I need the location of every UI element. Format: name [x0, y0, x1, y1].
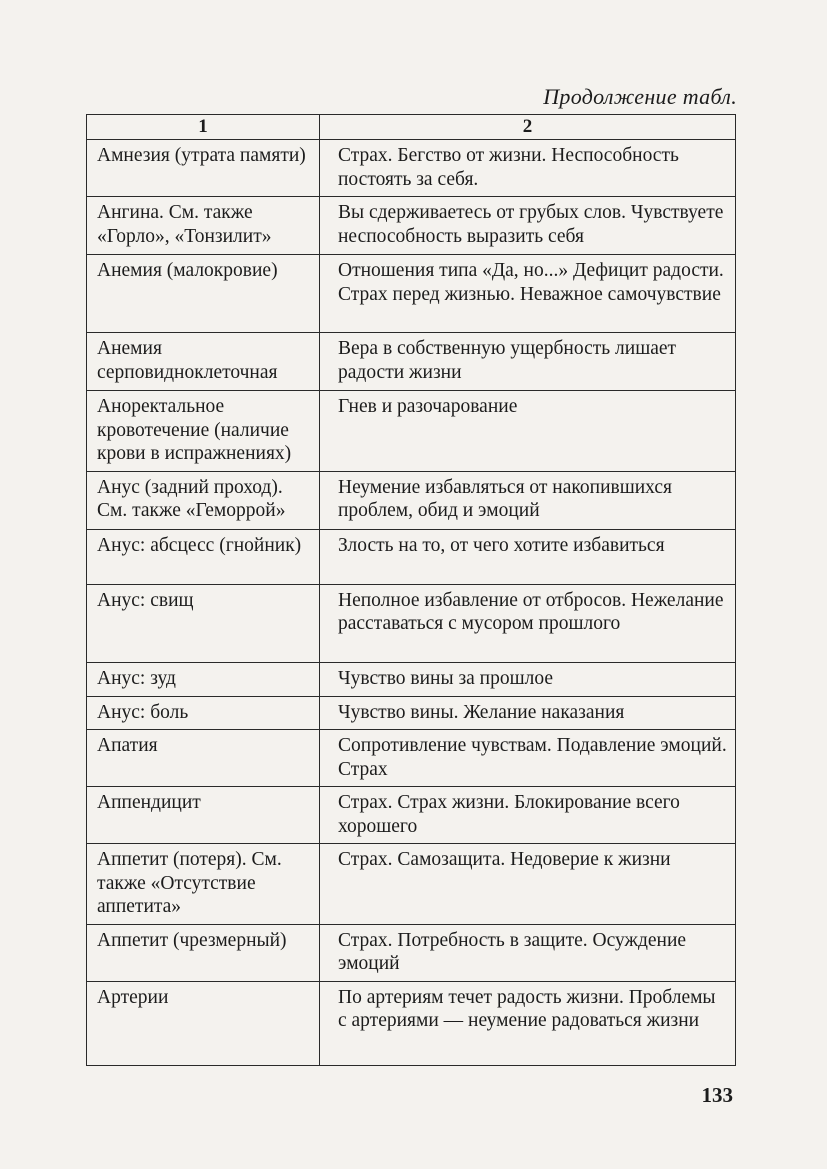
condition-cell: Анус: свищ: [87, 584, 320, 662]
cause-cell: Страх. Потребность в защите. Осуждение эмоций: [320, 924, 736, 981]
condition-cell: Аппетит (потеря). См. также «Отсутствие аппетита»: [87, 844, 320, 925]
table-row: [87, 529, 736, 584]
table-header-row: [87, 115, 736, 140]
cause-cell: Страх. Страх жизни. Блокирование всего хорошего: [320, 787, 736, 844]
condition-cell: Аппетит (чрезмерный): [87, 924, 320, 981]
table-row: [87, 844, 736, 925]
table-row: [87, 981, 736, 1065]
table-row: [87, 924, 736, 981]
cause-cell: Страх. Бегство от жизни. Неспособность постоять за себя.: [320, 140, 736, 197]
cause-cell: Страх. Самозащита. Недоверие к жизни: [320, 844, 736, 925]
table-row: [87, 696, 736, 730]
condition-cell: Анус: зуд: [87, 662, 320, 696]
table-row: [87, 730, 736, 787]
cause-cell: Неполное избавление от отбросов. Нежелание расставаться с мусором прошлого: [320, 584, 736, 662]
table-row: [87, 787, 736, 844]
cause-cell: По артериям течет радость жизни. Проблемы с артериями — неумение радоваться жизни: [320, 981, 736, 1065]
cause-cell: Злость на то, от чего хотите избавиться: [320, 529, 736, 584]
condition-cell: Апатия: [87, 730, 320, 787]
cause-cell: Чувство вины за прошлое: [320, 662, 736, 696]
condition-cell: Анус: абсцесс (гнойник): [87, 529, 320, 584]
symptoms-table: [86, 114, 736, 1066]
column-header-1: 1: [87, 115, 320, 140]
cause-cell: Сопротивление чувствам. Подавление эмоций. Страх: [320, 730, 736, 787]
table-row: [87, 197, 736, 255]
condition-cell: Анус (задний проход). См. также «Геморрой»: [87, 471, 320, 529]
condition-cell: Анус: боль: [87, 696, 320, 730]
condition-cell: Аноректальное кровотечение (наличие крови в испражнениях): [87, 391, 320, 472]
cause-cell: Чувство вины. Желание наказания: [320, 696, 736, 730]
condition-cell: Анемия (малокровие): [87, 255, 320, 333]
table-row: [87, 471, 736, 529]
table-caption: Продолжение табл.: [543, 84, 737, 109]
condition-cell: Анемия серповидноклеточная: [87, 333, 320, 391]
condition-cell: Аппендицит: [87, 787, 320, 844]
table-row: [87, 391, 736, 472]
cause-cell: Отношения типа «Да, но...» Дефицит радости. Страх перед жизнью. Неважное самочувствие: [320, 255, 736, 333]
condition-cell: Ангина. См. также «Горло», «Тонзилит»: [87, 197, 320, 255]
table-row: [87, 255, 736, 333]
cause-cell: Гнев и разочарование: [320, 391, 736, 472]
table-row: [87, 333, 736, 391]
cause-cell: Неумение избавляться от накопившихся проблем, обид и эмоций: [320, 471, 736, 529]
column-header-2: 2: [320, 115, 736, 140]
cause-cell: Вера в собственную ущербность лишает радости жизни: [320, 333, 736, 391]
table-row: [87, 662, 736, 696]
table-row: [87, 584, 736, 662]
page-number: 133: [701, 1083, 733, 1107]
condition-cell: Артерии: [87, 981, 320, 1065]
cause-cell: Вы сдерживаетесь от грубых слов. Чувствуете неспособность выразить себя: [320, 197, 736, 255]
condition-cell: Амнезия (утрата памяти): [87, 140, 320, 197]
table-row: [87, 140, 736, 197]
